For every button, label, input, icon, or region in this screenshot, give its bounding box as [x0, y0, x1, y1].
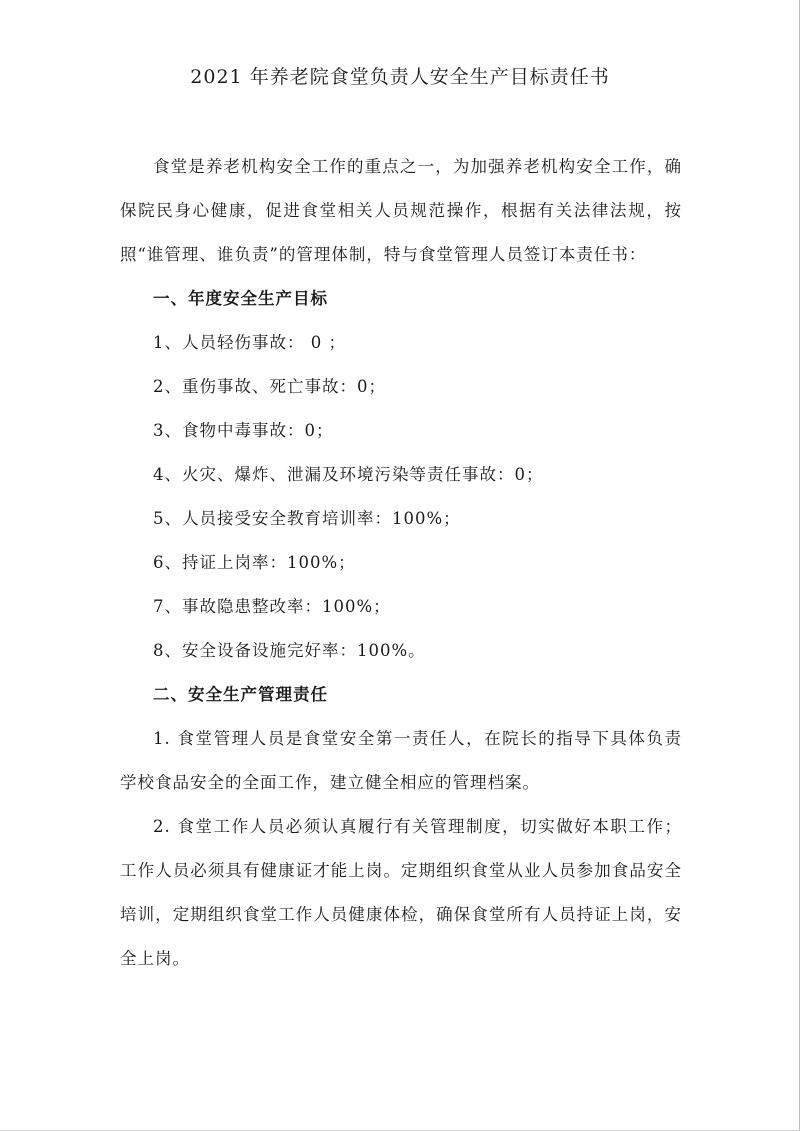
goal-item-3: 3、食物中毒事故：0； — [153, 421, 334, 440]
goal-item-1: 1、人员轻伤事故： 0 ； — [153, 333, 346, 352]
goal-item-2: 2、重伤事故、死亡事故：0； — [153, 377, 386, 396]
goal-item-5: 5、人员接受安全教育培训率：100%； — [153, 509, 461, 528]
section-1-heading: 一、年度安全生产目标 — [153, 289, 328, 308]
intro-paragraph: 食堂是养老机构安全工作的重点之一，为加强养老机构安全工作，确保院民身心健康，促进食堂相关人员规范操作，根据有关法律法规，按照“谁管理、谁负责”的管理体制，特与食堂管理人员签订本责任书： — [120, 157, 682, 264]
goal-item-4: 4、火灾、爆炸、泄漏及环境污染等责任事故：0； — [153, 465, 544, 484]
responsibility-paragraph-1: 1. 食堂管理人员是食堂安全第一责任人，在院长的指导下具体负责学校食品安全的全面工作，建立健全相应的管理档案。 — [120, 729, 682, 792]
goal-item-8: 8、安全设备设施完好率：100%。 — [153, 641, 426, 660]
goal-item-7: 7、事故隐患整改率：100%； — [153, 597, 391, 616]
document-body — [120, 145, 682, 981]
goal-item-6: 6、持证上岗率：100%； — [153, 553, 356, 572]
document-title: 2021 年养老院食堂负责人安全生产目标责任书 — [190, 66, 610, 88]
responsibility-paragraph-2: 2. 食堂工作人员必须认真履行有关管理制度，切实做好本职工作；工作人员必须具有健康证才能上岗。定期组织食堂从业人员参加食品安全培训，定期组织食堂工作人员健康体检，确保食堂所有人员持证上岗，安全上岗。 — [120, 817, 682, 968]
section-2-heading: 二、安全生产管理责任 — [153, 685, 328, 704]
